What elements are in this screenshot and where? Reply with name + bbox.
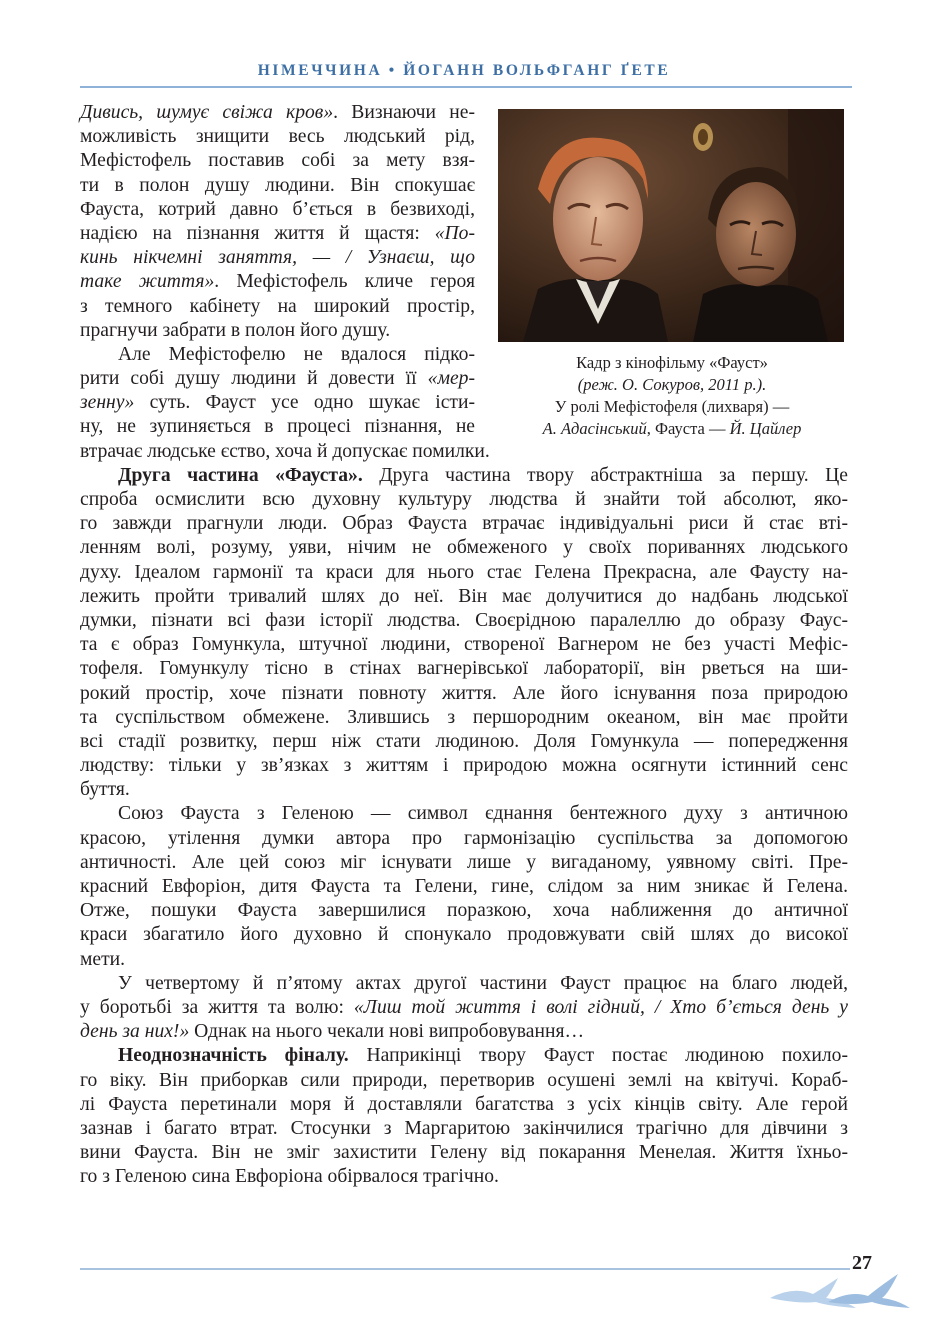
text-line bbox=[80, 778, 848, 802]
text-line bbox=[80, 1093, 848, 1117]
text-line bbox=[80, 149, 475, 173]
text-line bbox=[80, 101, 475, 125]
text-run: Мефістофель поставив собі за мету взя- bbox=[80, 150, 475, 172]
text-line bbox=[80, 319, 475, 343]
text-line bbox=[80, 609, 848, 633]
text-line bbox=[80, 923, 848, 947]
text-line bbox=[80, 125, 475, 149]
text-run: Отже, пошуки Фауста завершилися поразкою, хоча наближення до античної bbox=[80, 900, 848, 922]
text-line bbox=[80, 415, 475, 439]
bold-run: Неоднозначність фіналу. bbox=[118, 1045, 349, 1067]
text-run: прагнучи забрати в полон його душу. bbox=[80, 319, 391, 341]
italic-run: таке життя» bbox=[80, 271, 215, 293]
text-run: ти в полон душу людини. Він спокушає bbox=[80, 174, 475, 196]
text-run: ну, не зупиняється в процесі пізнання, не bbox=[80, 416, 475, 438]
text-run: спроба осмислити всю духовну культуру людства й знайти той абсолют, яко- bbox=[80, 489, 848, 510]
caption-line-1: Кадр з кінофільму «Фауст» bbox=[576, 353, 768, 372]
text-run: У четвертому й п’ятому актах другої частини Фауст працює на благо людей, bbox=[118, 972, 848, 994]
text-line bbox=[80, 174, 475, 198]
text-run: красний Евфоріон, дитя Фауста та Гелени, гине, слідом за ним зникає й Гелена. bbox=[80, 876, 848, 897]
text-line bbox=[80, 464, 848, 488]
text-run: рокий простір, хоче пізнати повноту життя. Але його існування поза природою bbox=[80, 682, 848, 704]
text-run: лі Фауста перетинали моря й доставляли багатства з усіх кінців світу. Але герой bbox=[80, 1093, 848, 1115]
text-run: та є образ Гомункула, штучної людини, створеної Вагнером не без участі Мефіс- bbox=[80, 634, 848, 656]
page-number: 27 bbox=[852, 1252, 872, 1274]
italic-run: «Лиш той життя і волі гідний, / Хто б’ється день у bbox=[353, 996, 848, 1018]
text-run: духу. Ідеалом гармонії та краси для нього стає Гелена Прекрасна, але Фаусту на- bbox=[80, 561, 848, 583]
text-line bbox=[80, 391, 475, 415]
text-run: лежить пройти тривалий шлях до неї. Він має долучитися до надбань людської bbox=[80, 585, 848, 607]
caption-actor-2: Й. Цайлер bbox=[729, 419, 802, 438]
text-line bbox=[80, 875, 848, 899]
text-run: . Визнаючи не- bbox=[333, 102, 475, 123]
text-line bbox=[80, 802, 848, 826]
text-line bbox=[80, 246, 475, 270]
italic-run: день за них!» bbox=[80, 1021, 190, 1043]
text-line bbox=[80, 1117, 848, 1141]
text-line bbox=[80, 367, 475, 391]
paragraph-p4 bbox=[80, 802, 848, 971]
text-run: людству: тільки у зв’язках з життям і природою можна осягнути істинний сенс bbox=[80, 755, 848, 777]
text-run: Однак на нього чекали нові випробовування… bbox=[189, 1021, 585, 1043]
text-run: всі стадії розвитку, перш ніж стати людиною. Доля Гомункула — попередження bbox=[80, 730, 848, 752]
text-run: думки, пізнати всі фази історії людства. Своєрідною паралеллю до образу Фаус- bbox=[80, 609, 848, 631]
text-run: краси збагатило його духовно й спонукало продовжувати свій шлях до високої bbox=[80, 924, 848, 946]
text-line bbox=[80, 682, 848, 706]
paragraph-p5 bbox=[80, 972, 848, 1045]
text-run: зазнав і багато втрат. Стосунки з Маргаритою закінчилися трагічно для дівчини з bbox=[80, 1117, 848, 1139]
text-line bbox=[80, 295, 475, 319]
text-run: красою, утілення думки автора про гармонізацію суспільства за допомогою bbox=[80, 827, 848, 849]
text-line bbox=[80, 488, 848, 512]
text-run: надією на пізнання життя й щастя: bbox=[80, 222, 435, 244]
text-line bbox=[80, 754, 848, 778]
text-line bbox=[80, 1141, 848, 1165]
paragraph-p2 bbox=[80, 343, 848, 464]
text-run: Друга частина твору абстрактніша за першу. Це bbox=[362, 464, 848, 486]
text-run: втрачає людське єство, хоча й допускає помилки. bbox=[80, 440, 490, 462]
text-line bbox=[80, 536, 848, 560]
paragraph-p3 bbox=[80, 464, 848, 803]
text-line bbox=[80, 706, 848, 730]
text-line bbox=[80, 270, 475, 294]
text-line bbox=[80, 1165, 848, 1189]
text-run: з темного кабінету на широкий простір, bbox=[80, 295, 475, 317]
text-run: та суспільством обмежене. Злившись з першородним океаном, він має пройти bbox=[80, 706, 848, 728]
bold-run: Друга частина «Фауста». bbox=[118, 464, 363, 486]
text-run: вини Фауста. Він не зміг захистити Гелену від покарання Менелая. Життя їхньо- bbox=[80, 1142, 848, 1164]
text-run: Союз Фауста з Геленою — символ єднання бентежного духу з античною bbox=[118, 803, 848, 825]
text-line bbox=[80, 851, 848, 875]
paragraph-p1 bbox=[80, 101, 848, 343]
text-line bbox=[80, 1020, 848, 1044]
text-line bbox=[80, 1044, 848, 1068]
header-rule bbox=[80, 86, 852, 88]
text-run: го завжди прагнули люди. Образ Фауста втрачає індивідуальні риси й стає вті- bbox=[80, 513, 848, 535]
text-run: го з Геленою сина Евфоріона обірвалося трагічно. bbox=[80, 1166, 499, 1188]
text-line bbox=[80, 657, 848, 681]
text-run: ленням волі, розуму, уяви, нічим не обмеженого у своїх пориваннях людського bbox=[80, 537, 848, 559]
italic-run: «мер- bbox=[427, 368, 475, 390]
caption-line-2: (реж. О. Сокуров, 2011 р.). bbox=[577, 375, 767, 394]
caption-actor-1: А. Адасінський bbox=[542, 419, 647, 438]
text-line bbox=[80, 222, 475, 246]
italic-run: Дивись, шумує свіжа кров» bbox=[80, 102, 334, 123]
text-line bbox=[80, 561, 848, 585]
text-run: тофеля. Гомункулу тісно в стінах вагнерівської лабораторії, він рветься на ши- bbox=[80, 658, 848, 680]
text-run: античності. Але цей союз міг існувати лише у вигаданому, уявному світі. Пре- bbox=[80, 851, 848, 873]
text-line bbox=[80, 948, 848, 972]
italic-run: кинь нікчемні заняття, — / Узнаєш, що bbox=[80, 247, 475, 269]
text-line bbox=[80, 996, 848, 1020]
text-run: можливість знищити весь людський рід, bbox=[80, 126, 475, 148]
text-run: у боротьбі за життя та волю: bbox=[80, 996, 354, 1018]
text-line bbox=[80, 827, 848, 851]
text-line bbox=[80, 633, 848, 657]
caption-line-3: У ролі Мефістофеля (лихваря) — bbox=[554, 397, 790, 416]
text-line bbox=[80, 585, 848, 609]
text-run: буття. bbox=[80, 779, 130, 801]
birds-decoration-icon bbox=[768, 1268, 913, 1318]
text-line bbox=[80, 512, 848, 536]
text-line bbox=[80, 1069, 848, 1093]
text-line bbox=[80, 440, 848, 464]
text-run: суть. Фауст усе одно шукає істи- bbox=[134, 392, 475, 414]
footer-rule bbox=[80, 1268, 850, 1270]
italic-run: «По- bbox=[434, 222, 475, 244]
text-line bbox=[80, 343, 475, 367]
body-text bbox=[80, 101, 848, 1189]
italic-run: зенну» bbox=[80, 392, 135, 414]
text-run: Але Мефістофелю не вдалося підко- bbox=[118, 343, 475, 365]
text-line bbox=[80, 730, 848, 754]
text-line bbox=[80, 972, 848, 996]
text-line bbox=[80, 198, 475, 222]
text-run: рити собі душу людини й довести її bbox=[80, 368, 428, 390]
text-run: мети. bbox=[80, 948, 126, 970]
text-run: Фауста, котрий давно б’ється в безвиході, bbox=[80, 198, 475, 220]
caption-separator: , Фауста — bbox=[646, 419, 730, 438]
text-run: . Мефістофель кличе героя bbox=[214, 271, 475, 293]
header-title: НІМЕЧЧИНА • ЙОГАНН ВОЛЬФГАНГ ҐЕТЕ bbox=[257, 62, 671, 79]
paragraph-p6 bbox=[80, 1044, 848, 1189]
text-line bbox=[80, 899, 848, 923]
running-header bbox=[80, 60, 848, 90]
text-run: го віку. Він приборкав сили природи, перетворив осушені землі на квітучі. Кораб- bbox=[80, 1069, 848, 1091]
text-run: Наприкінці твору Фауст постає людиною похило- bbox=[348, 1045, 848, 1067]
